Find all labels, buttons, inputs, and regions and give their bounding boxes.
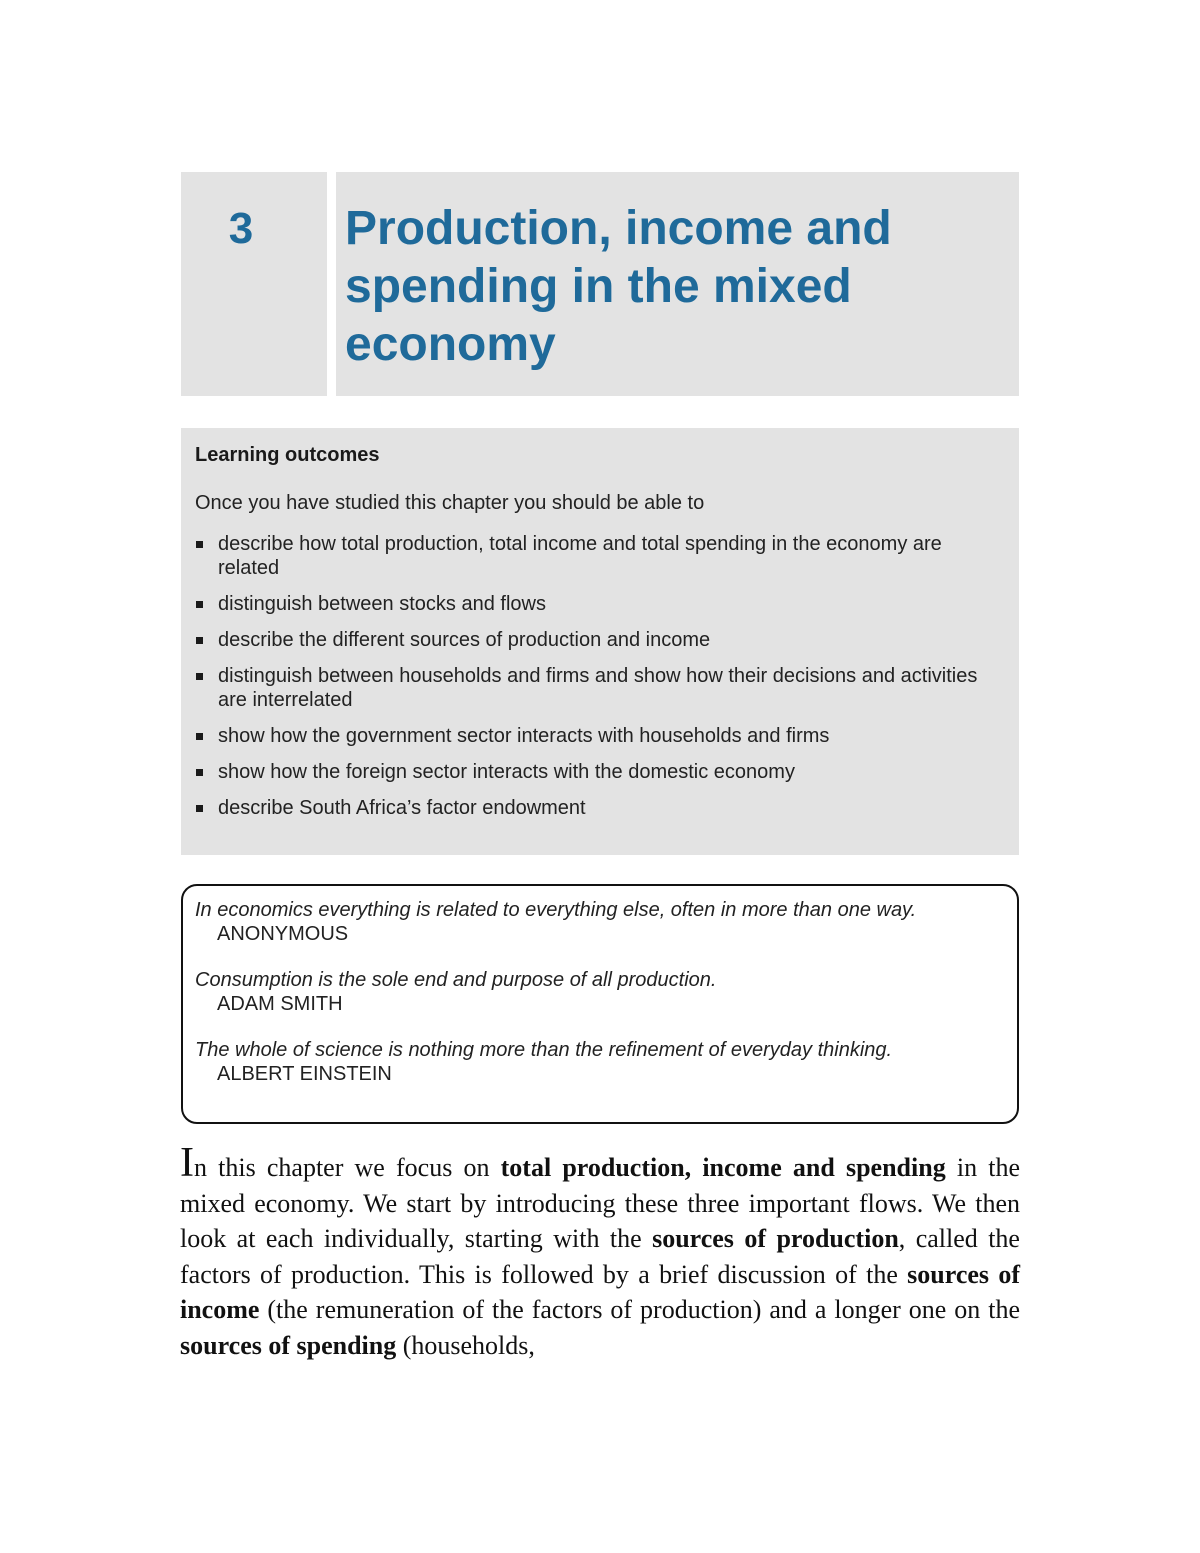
quote [195,1038,1005,1086]
learning-outcomes-intro: Once you have studied this chapter you should be able to [195,492,705,514]
square-bullet-icon [196,733,203,740]
paragraph-text: in the mixed economy. We start by introducing these three important flows. We then look at each individually, starting with the [180,1153,1021,1253]
paragraph-text: n this chapter we focus on [194,1153,501,1182]
learning-outcome-item [195,592,1003,616]
square-bullet-icon [196,769,203,776]
learning-outcome-text: describe the different sources of production and income [218,629,711,651]
learning-outcomes-heading: Learning outcomes [195,444,380,466]
learning-outcome-text: distinguish between households and firms and show how their decisions and activities are interrelated [218,665,978,711]
learning-outcome-item [195,664,1003,712]
quote [195,898,1005,946]
quote-text: The whole of science is nothing more than the refinement of everyday thinking. [195,1039,893,1061]
square-bullet-icon [196,673,203,680]
quotes-box [181,884,1019,1124]
quote-author: ADAM SMITH [217,993,343,1015]
learning-outcome-text: describe how total production, total income and total spending in the economy are related [218,533,942,579]
quote [195,968,1005,1016]
learning-outcome-item [195,760,1003,784]
key-term: sources of income [180,1259,1020,1324]
key-term: total production, income and spending [500,1153,946,1182]
chapter-title: Production, income and spending in the mixed economy [345,202,892,371]
learning-outcome-item [195,628,1003,652]
drop-cap-letter: I [180,1140,194,1186]
quote-text: Consumption is the sole end and purpose of all production. [195,969,717,991]
learning-outcome-item [195,532,1003,580]
quote-author: ANONYMOUS [217,923,349,945]
quote-text: In economics everything is related to everything else, often in more than one way. [195,899,917,921]
learning-outcome-text: show how the foreign sector interacts with the domestic economy [218,761,795,783]
learning-outcomes-list [195,532,1003,820]
paragraph-text: (households, [396,1330,535,1360]
learning-outcome-item [195,724,1003,748]
paragraph-text: (the remuneration of the factors of production) and a longer one on the [259,1295,1020,1324]
square-bullet-icon [196,541,203,548]
intro-paragraph [180,1140,1021,1363]
learning-outcome-text: describe South Africa’s factor endowment [218,797,586,819]
key-term: sources of production [652,1224,899,1253]
chapter-title-panel [336,172,1019,396]
key-term: sources of spending [180,1330,397,1360]
learning-outcomes-box [181,428,1019,855]
learning-outcome-item [195,796,1003,820]
learning-outcome-text: show how the government sector interacts with households and firms [218,725,830,747]
square-bullet-icon [196,637,203,644]
chapter-number-panel [181,172,327,396]
learning-outcome-text: distinguish between stocks and flows [218,593,546,615]
paragraph-text: , called the factors of production. This is followed by a brief discussion of the [180,1224,1020,1289]
quote-author: ALBERT EINSTEIN [217,1063,392,1085]
square-bullet-icon [196,805,203,812]
chapter-number: 3 [228,204,254,253]
square-bullet-icon [196,601,203,608]
